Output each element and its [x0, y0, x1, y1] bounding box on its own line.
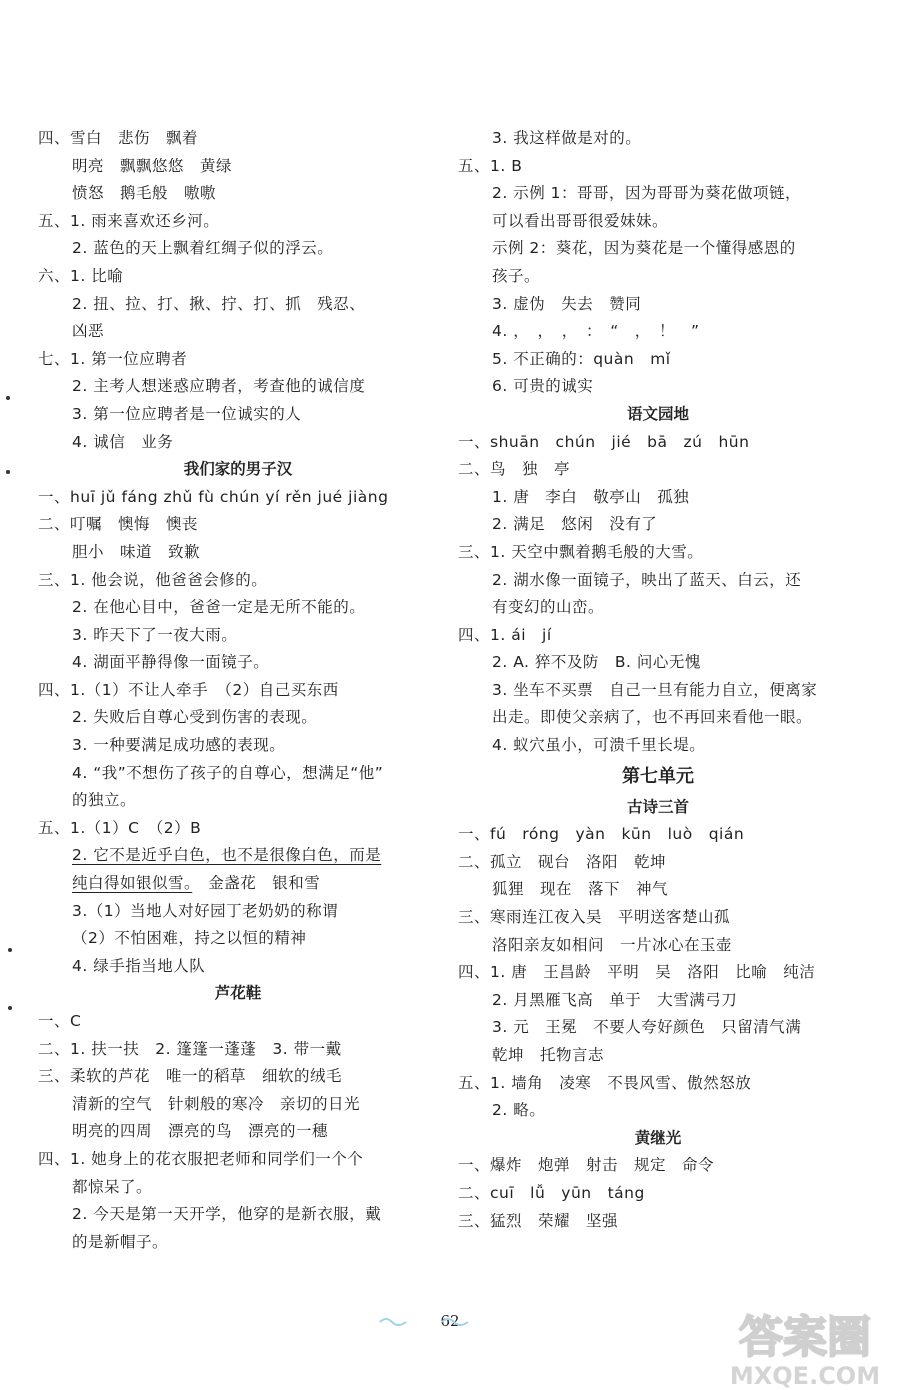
section-heading: 芦花鞋	[214, 984, 262, 1003]
answer-line: 3. 一种要满足成功感的表现。	[72, 736, 286, 755]
watermark-logo	[720, 1300, 890, 1390]
answer-line: 4. “我”不想伤了孩子的自尊心，想满足“他”	[72, 763, 384, 782]
answer-line: 孩子。	[492, 266, 541, 285]
answer-line: 2. 它不是近乎白色，也不是很像白色，而是	[72, 846, 382, 865]
answer-line: 3. 昨天下了一夜大雨。	[72, 625, 238, 644]
left-column	[38, 125, 438, 1256]
answer-line: 三、1. 他会说，他爸爸会修的。	[38, 570, 268, 589]
scan-speck	[6, 396, 10, 400]
answer-line: 2. 略。	[492, 1101, 546, 1120]
answer-line: 都惊呆了。	[72, 1177, 153, 1196]
answer-line: 三、柔软的芦花 唯一的稻草 细软的绒毛	[38, 1067, 343, 1086]
answer-line: 三、猛烈 荣耀 坚强	[458, 1211, 619, 1230]
section-heading: 我们家的男子汉	[183, 460, 293, 479]
answer-line: 洛阳亲友如相问 一片冰心在玉壶	[492, 935, 733, 954]
section-heading: 黄继光	[634, 1128, 682, 1147]
answer-line: 的是新帽子。	[72, 1232, 169, 1251]
answer-line: 2. 主考人想迷惑应聘者，考查他的诚信度	[72, 377, 366, 396]
answer-line: 的独立。	[72, 791, 137, 810]
underlined-text: 纯白得如银似雪。	[72, 874, 193, 893]
answer-line: 示例 2：葵花，因为葵花是一个懂得感恩的	[492, 239, 796, 258]
answer-line: 一、C	[38, 1012, 82, 1030]
answer-line: 四、1.（1）不让人牵手 （2）自己买东西	[38, 680, 339, 699]
answer-line: 3. 虚伪 失去 赞同	[492, 294, 642, 313]
answer-line: 2. 失败后自尊心受到伤害的表现。	[72, 708, 318, 727]
answer-line: 可以看出哥哥很爱妹妹。	[492, 211, 669, 230]
answer-line: 一、fú róng yàn kūn luò qián	[458, 825, 745, 844]
answer-line: 4. ， ， ， ： “ ， ！ ”	[492, 322, 700, 341]
answer-line: 2. 月黑雁飞高 单于 大雪满弓刀	[492, 990, 738, 1009]
answer-line: 2. 湖水像一面镜子，映出了蓝天、白云，还	[492, 570, 802, 589]
unit-heading: 第七单元	[622, 765, 694, 787]
answer-line: 愤怒 鹅毛般 嗷嗷	[72, 184, 217, 203]
answer-line: 二、cuī lǚ yūn táng	[458, 1183, 645, 1202]
answer-line: 清新的空气 针刺般的寒冷 亲切的日光	[72, 1094, 361, 1113]
answer-line: 五、1.（1）C （2）B	[38, 818, 202, 837]
page-number: 62	[440, 1312, 460, 1330]
answer-line: 明亮的四周 漂亮的鸟 漂亮的一穗	[72, 1122, 329, 1141]
answer-line: 3. 坐车不买票 自己一旦有能力自立，便离家	[492, 680, 818, 699]
answer-line: 4. 湖面平静得像一面镜子。	[72, 653, 270, 672]
scan-speck	[6, 470, 10, 474]
answer-line: 凶恶	[72, 322, 105, 341]
answer-line: 四、1. 唐 王昌龄 平明 吴 洛阳 比喻 纯洁	[458, 963, 816, 982]
answer-line: 2. A. 猝不及防 B. 问心无愧	[492, 653, 701, 672]
answer-line: 五、1. 墙角 凌寒 不畏风雪、傲然怒放	[458, 1073, 752, 1092]
answer-line: 3. 第一位应聘者是一位诚实的人	[72, 404, 302, 423]
answer-line: 六、1. 比喻	[38, 266, 124, 285]
answer-line: 3.（1）当地人对好园丁老奶奶的称谓	[72, 901, 339, 920]
scan-speck	[8, 1006, 12, 1010]
answer-line: 乾坤 托物言志	[492, 1046, 605, 1064]
answer-line: （2）不怕困难，持之以恒的精神	[72, 929, 307, 948]
answer-line: 二、1. 扶一扶 2. 篷篷一蓬蓬 3. 带一戴	[38, 1039, 342, 1058]
answer-line: 2. 扭、拉、打、揪、拧、打、抓 残忍、	[72, 294, 366, 313]
answer-line: 三、寒雨连江夜入吴 平明送客楚山孤	[458, 908, 731, 927]
right-column	[458, 125, 858, 1235]
answer-line: 6. 可贵的诚实	[492, 377, 594, 396]
answer-line: 四、1. ái jí	[458, 625, 552, 644]
answer-line: 五、1. 雨来喜欢还乡河。	[38, 211, 220, 230]
answer-line: 有变幻的山峦。	[492, 598, 605, 617]
answer-line: 4. 诚信 业务	[72, 432, 174, 451]
answer-line: 五、1. B	[458, 156, 523, 175]
answer-line: 二、鸟 独 亭	[458, 460, 571, 479]
answer-line: 四、雪白 悲伤 飘着	[38, 129, 199, 147]
answer-line: 1. 唐 李白 敬亭山 孤独	[492, 487, 690, 506]
answer-line: 明亮 飘飘悠悠 黄绿	[72, 156, 233, 175]
answer-line: 3. 我这样做是对的。	[492, 129, 642, 147]
answer-line: 一、huī jǔ fáng zhǔ fù chún yí rěn jué jiàng	[38, 487, 389, 506]
answer-line: 一、爆炸 炮弹 射击 规定 命令	[458, 1156, 715, 1175]
answer-line: 4. 绿手指当地人队	[72, 956, 206, 975]
answer-text: 金盏花 银和雪	[192, 874, 321, 893]
answer-line	[38, 870, 438, 898]
answer-line: 一、shuān chún jié bā zú hūn	[458, 432, 750, 451]
section-heading: 语文园地	[626, 404, 689, 423]
answer-line: 2. 蓝色的天上飘着红绸子似的浮云。	[72, 239, 334, 258]
right-wave-ornament	[440, 1316, 472, 1326]
section-heading: 古诗三首	[626, 797, 689, 816]
svg-text:MXQE.COM: MXQE.COM	[729, 1362, 881, 1390]
scan-speck	[8, 948, 12, 952]
answer-line: 四、1. 她身上的花衣服把老师和同学们一个个	[38, 1149, 364, 1168]
answer-line: 胆小 味道 致歉	[72, 542, 201, 561]
answer-line: 2. 今天是第一天开学，他穿的是新衣服，戴	[72, 1205, 382, 1224]
answer-line: 2. 满足 悠闲 没有了	[492, 515, 658, 534]
svg-text:答案圈: 答案圈	[739, 1312, 871, 1363]
answer-line: 4. 蚁穴虽小，可溃千里长堤。	[492, 736, 706, 755]
answer-line: 二、孤立 砚台 洛阳 乾坤	[458, 852, 667, 871]
answer-line: 出走。即使父亲病了，也不再回来看他一眼。	[492, 708, 813, 727]
answer-line: 2. 在他心目中，爸爸一定是无所不能的。	[72, 598, 366, 617]
answer-line: 狐狸 现在 落下 神气	[492, 880, 669, 899]
answer-line: 5. 不正确的：quàn mǐ	[492, 349, 671, 368]
answer-line: 二、叮嘱 懊悔 懊丧	[38, 515, 199, 534]
answer-line: 七、1. 第一位应聘者	[38, 349, 188, 368]
answer-line: 2. 示例 1：哥哥，因为哥哥为葵花做项链，	[492, 184, 802, 203]
answer-line: 三、1. 天空中飘着鹅毛般的大雪。	[458, 542, 704, 561]
answer-line: 3. 元 王冕 不要人夸好颜色 只留清气满	[492, 1018, 802, 1037]
